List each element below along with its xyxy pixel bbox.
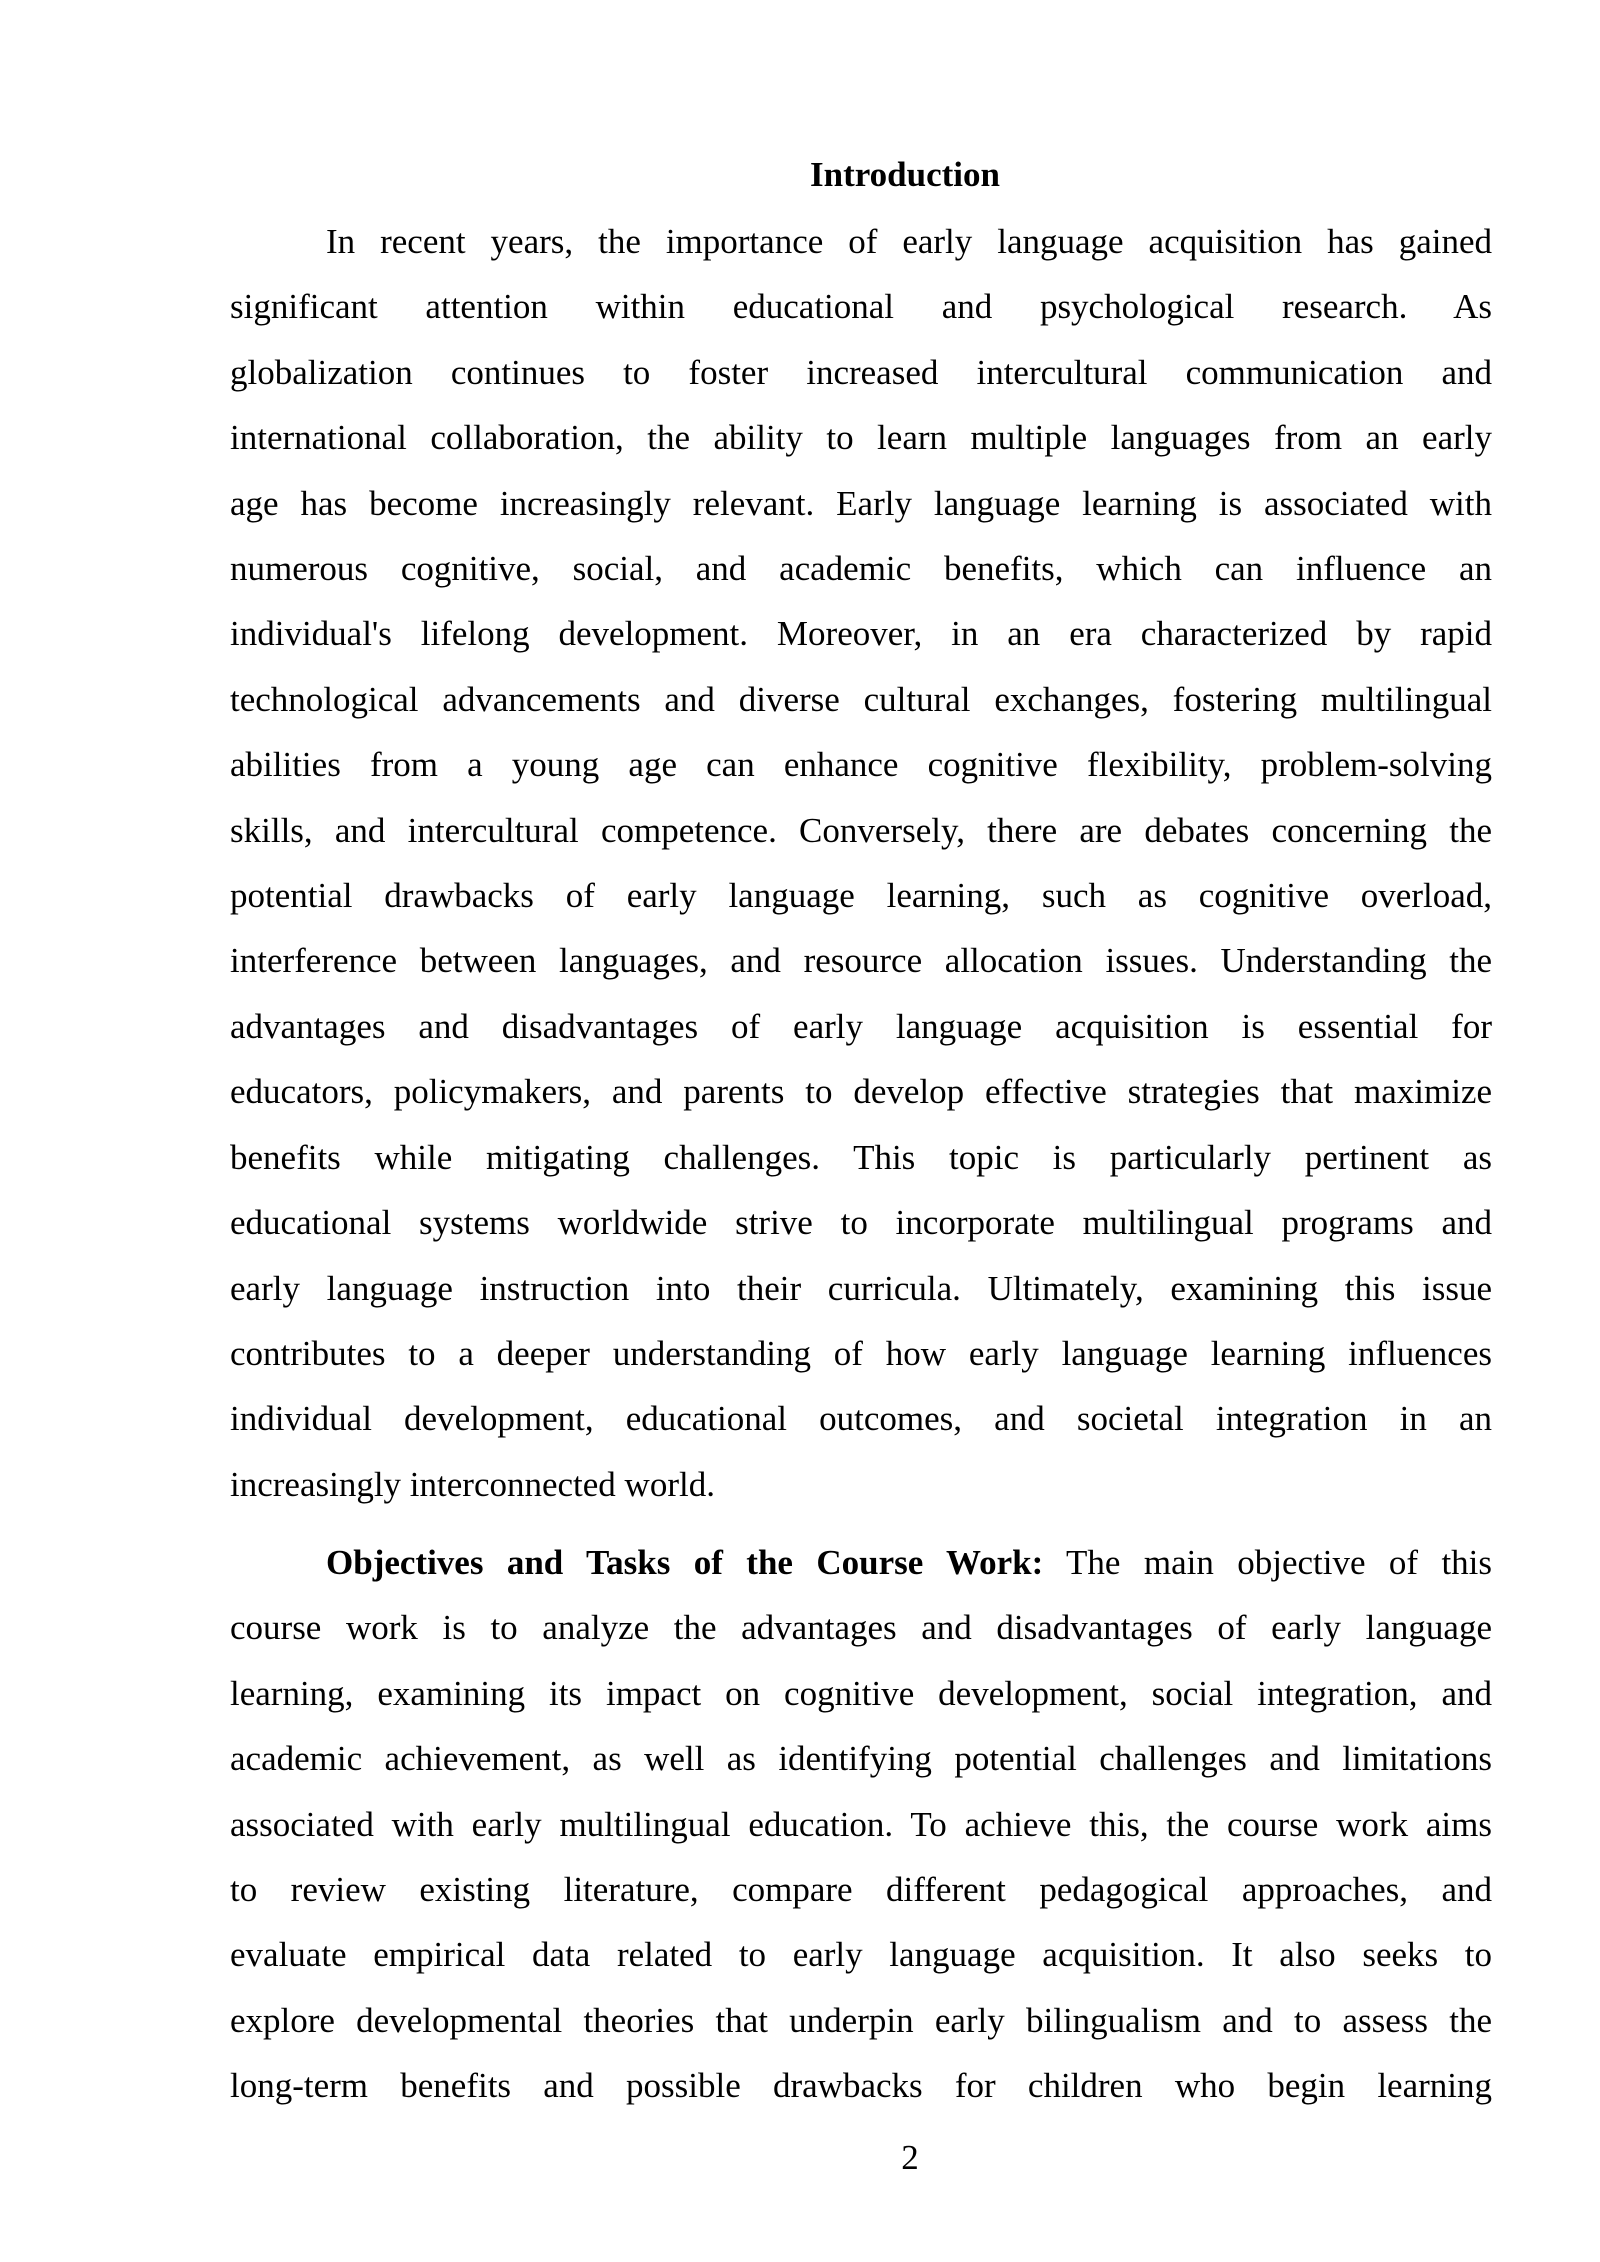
- text-line: early language instruction into their curricula. Ultimately, examining this issue: [230, 1268, 1492, 1308]
- text-line: age has become increasingly relevant. Early language learning is associated with: [230, 483, 1492, 523]
- text-line: contributes to a deeper understanding of how early language learning influences: [230, 1333, 1492, 1373]
- page-number: 2: [901, 2138, 919, 2177]
- text-line: technological advancements and diverse cultural exchanges, fostering multilingual: [230, 679, 1492, 719]
- text-line: abilities from a young age can enhance cognitive flexibility, problem-solving: [230, 745, 1492, 785]
- text-line: international collaboration, the ability to learn multiple languages from an early: [230, 418, 1492, 458]
- text-line: learning, examining its impact on cognitive development, social integration, and: [230, 1673, 1492, 1713]
- text-line: [230, 1530, 1492, 1595]
- objectives-first-line-text: The main objective of this: [1043, 1543, 1493, 1582]
- text-line: long-term benefits and possible drawbacks for children who begin learning: [230, 2066, 1492, 2106]
- text-line: educators, policymakers, and parents to develop effective strategies that maximize: [230, 1072, 1492, 1112]
- text-line: potential drawbacks of early language learning, such as cognitive overload,: [230, 876, 1492, 916]
- text-line: In recent years, the importance of early language acquisition has gained: [326, 222, 1492, 261]
- text-line: significant attention within educational and psychological research. As: [230, 287, 1492, 327]
- text-line: increasingly interconnected world.: [230, 1464, 715, 1504]
- text-line: benefits while mitigating challenges. This topic is particularly pertinent as: [230, 1137, 1492, 1177]
- text-line: to review existing literature, compare different pedagogical approaches, and: [230, 1870, 1492, 1910]
- text-line: individual's lifelong development. Moreover, in an era characterized by rapid: [230, 614, 1492, 654]
- text-line: interference between languages, and resource allocation issues. Understanding the: [230, 941, 1492, 981]
- intro-paragraph: [230, 209, 1492, 1517]
- text-line: advantages and disadvantages of early language acquisition is essential for: [230, 1006, 1492, 1046]
- text-line: skills, and intercultural competence. Conversely, there are debates concerning the: [230, 810, 1492, 850]
- text-line: academic achievement, as well as identifying potential challenges and limitations: [230, 1739, 1492, 1779]
- text-line: course work is to analyze the advantages and disadvantages of early language: [230, 1608, 1492, 1648]
- text-line: evaluate empirical data related to early language acquisition. It also seeks to: [230, 1935, 1492, 1975]
- text-line: numerous cognitive, social, and academic benefits, which can influence an: [230, 549, 1492, 589]
- text-line: individual development, educational outcomes, and societal integration in an: [230, 1399, 1492, 1439]
- text-line: explore developmental theories that underpin early bilingualism and to assess the: [230, 2000, 1492, 2040]
- section-heading: Introduction: [810, 155, 1000, 194]
- text-line: educational systems worldwide strive to incorporate multilingual programs and: [230, 1203, 1492, 1243]
- text-line: globalization continues to foster increased intercultural communication and: [230, 352, 1492, 392]
- objectives-paragraph: [230, 1530, 1492, 2119]
- text-line: associated with early multilingual education. To achieve this, the course work aims: [230, 1804, 1492, 1844]
- objectives-title: Objectives and Tasks of the Course Work:: [326, 1543, 1044, 1582]
